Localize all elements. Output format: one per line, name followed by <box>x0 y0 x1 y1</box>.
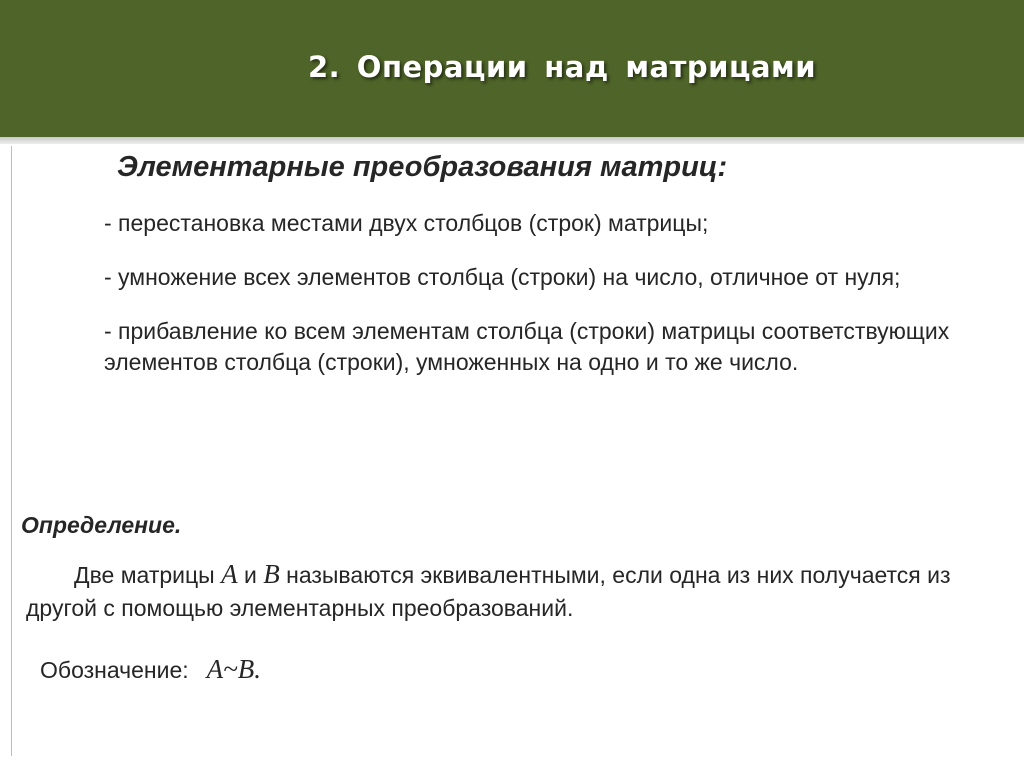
header-divider <box>0 137 1024 144</box>
notation-line <box>40 654 261 685</box>
definition-heading: Определение. <box>21 512 182 538</box>
definition-body <box>26 558 1001 625</box>
operations-list <box>104 208 984 401</box>
matrix-variable-b: B <box>263 559 280 589</box>
definition-text-part-1: Две матрицы <box>74 562 222 588</box>
notation-formula: A~B. <box>206 654 261 684</box>
slide-title: 2. Операции над матрицами <box>308 50 817 84</box>
matrix-variable-a: A <box>221 559 238 589</box>
left-border-line <box>11 146 12 756</box>
operation-item-add: - прибавление ко всем элементам столбца (строки) матрицы соответствующих элементов столбца (строки), умноженных на одно и то же число. <box>104 318 950 375</box>
definition-text-part-3: называются эквивалентными, если одна из них получается из другой с помощью элементарных преобразований. <box>26 562 951 621</box>
section-subtitle: Элементарные преобразования матриц: <box>117 151 728 183</box>
operation-item-swap: - перестановка местами двух столбцов (строк) матрицы; <box>104 210 709 236</box>
notation-label: Обозначение: <box>40 657 189 683</box>
definition-text-part-2: и <box>237 562 264 588</box>
operation-item-multiply: - умножение всех элементов столбца (строки) на число, отличное от нуля; <box>104 264 901 290</box>
